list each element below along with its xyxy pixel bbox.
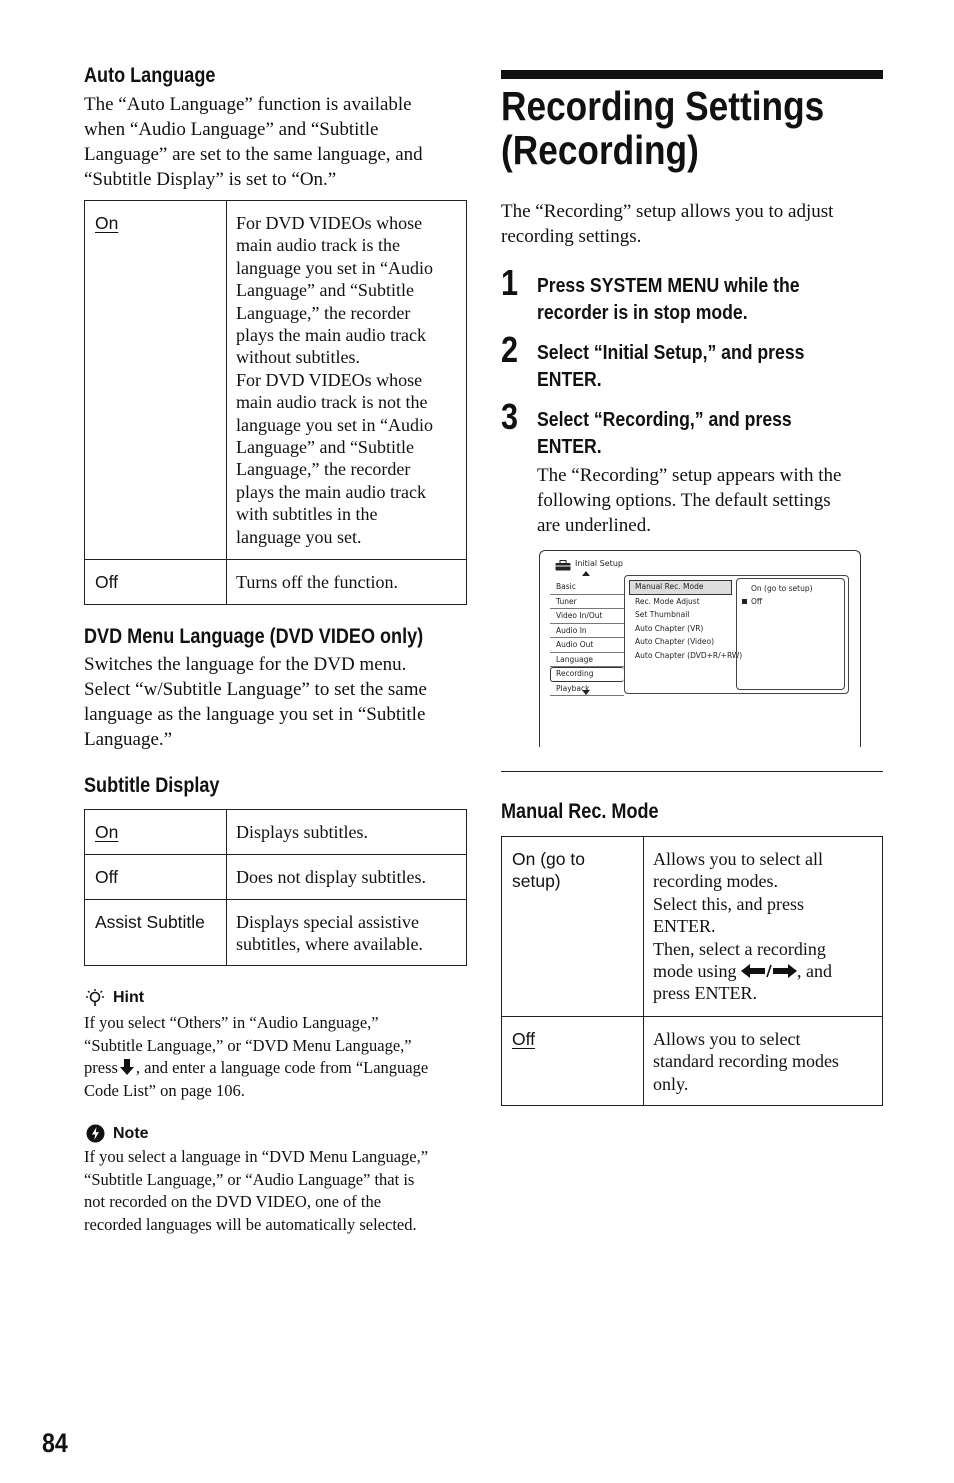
lightbulb-icon	[85, 988, 105, 1013]
option-item[interactable]: On (go to setup)	[751, 584, 813, 593]
step-text: Press SYSTEM MENU while the recorder is in stop mode.	[537, 274, 800, 324]
setup-toolbox-icon	[555, 558, 571, 576]
category-item[interactable]: Basic	[550, 580, 624, 595]
auto-language-heading: Auto Language	[84, 64, 216, 87]
option-assist-subtitle: Assist Subtitle	[95, 912, 205, 932]
step-number: 2	[501, 329, 519, 370]
hint-text: If you select “Others” in “Audio Language,” “Subtitle Language,” or “DVD Menu Language,” press , and enter a language code from “Language Code List” on page 106.	[84, 1013, 429, 1100]
screen-title: Initial Setup	[575, 559, 623, 568]
dvd-menu-heading: DVD Menu Language (DVD VIDEO only)	[84, 625, 424, 648]
step-text: Select “Initial Setup,” and press ENTER.	[537, 341, 805, 391]
table-row: Assist Subtitle Displays special assistive subtitles, where available.	[85, 900, 467, 966]
scroll-down-icon	[582, 690, 590, 695]
category-item[interactable]: Video In/Out	[550, 609, 624, 624]
section-divider	[501, 771, 883, 772]
option-on: On	[95, 822, 119, 842]
option-on: On	[95, 213, 119, 233]
settings-item[interactable]: Set Thumbnail	[635, 610, 690, 619]
step-number: 3	[501, 396, 519, 437]
note-label: Note	[113, 1125, 149, 1142]
step-text: Select “Recording,” and press ENTER.	[537, 408, 792, 458]
category-item[interactable]: Tuner	[550, 595, 624, 610]
selected-bullet-icon	[742, 599, 747, 604]
category-list	[550, 580, 624, 696]
option-description: Turns off the function.	[227, 560, 467, 605]
option-item-selected[interactable]: Off	[751, 597, 763, 606]
note-text: If you select a language in “DVD Menu Language,” “Subtitle Language,” or “Audio Language” that is not recorded on the DVD VIDEO, one of the recorded languages will be automatically selected.	[84, 1147, 429, 1234]
scroll-up-icon	[582, 571, 590, 576]
settings-item[interactable]: Auto Chapter (Video)	[635, 637, 715, 646]
option-off: Off	[95, 867, 119, 887]
manual-rec-heading: Manual Rec. Mode	[501, 800, 659, 823]
table-row	[502, 1017, 883, 1106]
table-row: Off Does not display subtitles.	[85, 855, 467, 900]
option-off: Off	[95, 572, 119, 592]
category-item-selected[interactable]: Recording	[550, 667, 624, 682]
auto-language-text	[84, 92, 474, 192]
text-line: The “Auto Language” function is available	[84, 94, 412, 115]
option-description: For DVD VIDEOs whose main audio track is the language you set in “Audio Language” and “Subtitle Language,” the recorder plays the main audio track without subtitles. For DVD VIDEOs whose main audio track is not the language you set in “Audio Language” and “Subtitle Language,” the recorder plays the main audio track with subtitles in the language you set.	[227, 201, 467, 560]
settings-item-selected[interactable]: Manual Rec. Mode	[629, 580, 732, 595]
option-popup	[736, 578, 845, 690]
text-line: Language” are set to the same language, and	[84, 144, 423, 165]
text-line: when “Audio Language” and “Subtitle	[84, 119, 379, 140]
title-rule	[501, 70, 883, 79]
manual-rec-table	[501, 836, 883, 1106]
intro-text: The “Recording” setup allows you to adjust recording settings.	[501, 201, 834, 247]
subtitle-display-heading: Subtitle Display	[84, 774, 220, 797]
table-row	[85, 201, 467, 560]
left-right-arrows-icon	[741, 964, 797, 978]
arrow-down-icon	[120, 1059, 134, 1075]
page-number: 84	[42, 1428, 68, 1458]
dvd-menu-text: Switches the language for the DVD menu. Select “w/Subtitle Language” to set the same language as the language you set in “Subtitle Language.”	[84, 654, 427, 750]
option-off: Off	[502, 1017, 644, 1106]
settings-item[interactable]: Auto Chapter (DVD+R/+RW)	[635, 650, 743, 660]
category-item[interactable]: Language	[550, 653, 624, 668]
note-icon	[86, 1124, 105, 1148]
table-row: On Displays subtitles.	[85, 810, 467, 855]
option-description: Allows you to select all recording modes. Select this, and press ENTER. Then, select a recording mode using , and press ENTER.	[644, 837, 883, 1017]
settings-panel	[624, 575, 849, 694]
auto-language-table	[84, 200, 467, 605]
category-item[interactable]: Audio Out	[550, 638, 624, 653]
table-row	[85, 560, 467, 605]
settings-item-list	[629, 580, 743, 662]
category-item[interactable]: Audio In	[550, 624, 624, 639]
option-description: Allows you to select standard recording modes only.	[644, 1017, 883, 1106]
text-line: “Subtitle Display” is set to “On.”	[84, 169, 337, 190]
table-row	[502, 837, 883, 1017]
step3-description: The “Recording” setup appears with the following options. The default settings are underlined.	[537, 465, 842, 536]
settings-item[interactable]: Rec. Mode Adjust	[635, 596, 700, 606]
category-item[interactable]: Playback	[550, 682, 624, 697]
page-title: Recording Settings (Recording)	[501, 83, 825, 173]
subtitle-display-table	[84, 809, 467, 966]
hint-label: Hint	[113, 989, 145, 1006]
settings-item[interactable]: Auto Chapter (VR)	[635, 623, 704, 633]
option-on-go-to-setup: On (go to setup)	[502, 837, 644, 1017]
step-number: 1	[501, 262, 519, 303]
setup-screen	[539, 550, 861, 747]
